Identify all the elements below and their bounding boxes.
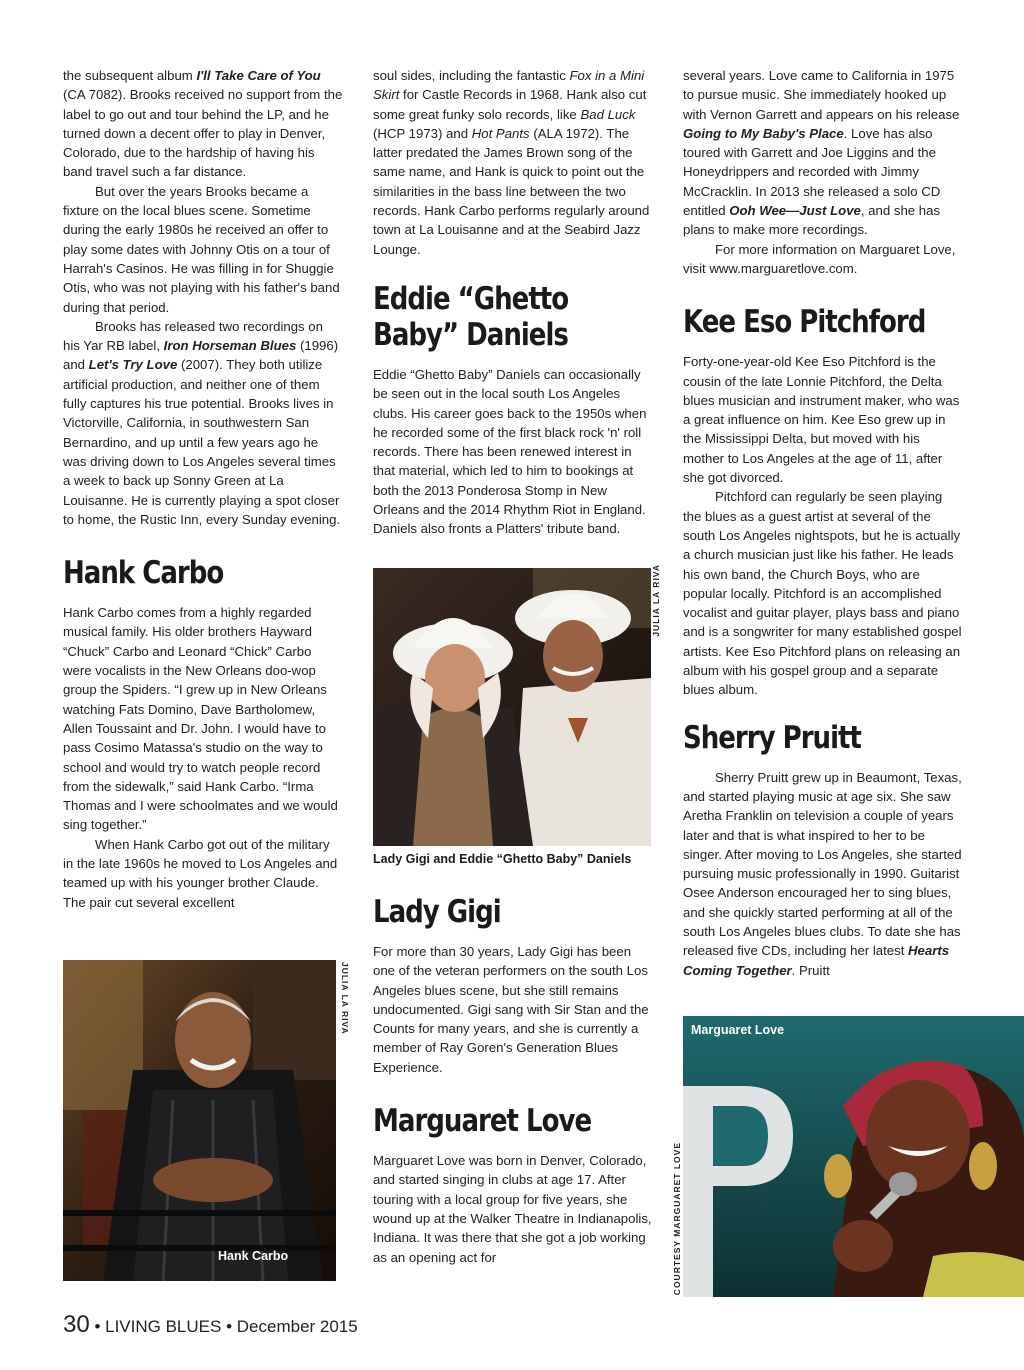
article-paragraph: several years. Love came to California in 1975 to pursue music. She immediately hooked up with Vernon Garrett and appears on his release Going to My Baby's Place. Love has also toured with Garrett and Joe Liggins and the Honeydrippers and recorded with Jimmy McCracklin. In 2013 she released a solo CD entitled Ooh Wee—Just Love, and she has plans to make more recordings. [683,68,960,238]
article-paragraph: Sherry Pruitt grew up in Beaumont, Texas, and started playing music at age six. She saw Aretha Franklin on television a couple of years later and that is what inspired to her to be singer. After moving to Los Angeles, she started pursuing music professionally in 1990. Guitarist Osee Anderson encouraged her to sing blues, and she quickly started performing at all of the south Los Angeles blues clubs. To date she has released five CDs, including her latest Hearts Coming Together. Pruitt [683,769,962,978]
article-paragraph: When Hank Carbo got out of the military in the late 1960s he moved to Los Angeles and teamed up with his younger brother Claude. The pair cut several excellent [63,836,338,910]
album-title: Iron Horseman Blues [163,338,297,354]
column-2-lower [373,886,653,1267]
album-title: I'll Take Care of You [196,68,321,83]
record-title: Bad Luck [580,106,636,122]
page-number: 30 [63,1311,90,1338]
footer-separator: • [226,1317,233,1336]
article-paragraph: the subsequent album I'll Take Care of You (CA 7082). Brooks received no support from the label to go out and tour behind the LP, and he turned down a decent offer to play in Denver, Colorado, due to the hardship of having his band travel such a far distance. [63,68,343,180]
section-heading-kee-eso-pitchford: Kee Eso Pitchford [683,304,926,341]
photo-hank-carbo [63,960,336,1281]
album-title: Ooh Wee—Just Love [729,203,861,219]
footer-separator: • [94,1317,101,1336]
column-3 [683,66,963,980]
article-paragraph: Brooks has released two recordings on his Yar RB label, Iron Horseman Blues (1996) and Let's Try Love (2007). They both utilize artificial production, and neither one of them fully captures his true potential. Brooks lives in Victorville, California, in southwestern San Bernardino, and up until a few years ago he was driving down to Los Angeles several times a week to back up Sonny Green at La Louisanne. He is currently playing a spot closer to home, the Rustic Inn, every Sunday evening. [63,318,341,527]
article-paragraph: Pitchford can regularly be seen playing the blues as a guest artist at several of the south Los Angeles nightspots, but he is actually a church musician just like his father. He leads his own band, the Church Boys, who are popular locally. Pitchford is an accomplished vocalist and guitar player, plays bass and piano and is a songwriter for many established gospel artists. Kee Eso Pitchford plans on releasing an album with his gospel group and a separate blues album. [683,489,962,698]
photo-caption: Hank Carbo [218,1249,289,1263]
photo-caption: Lady Gigi and Eddie “Ghetto Baby” Daniels [373,852,632,866]
caption-block [373,850,651,868]
article-paragraph: For more than 30 years, Lady Gigi has been one of the veteran performers on the south Los Angeles blues scene, but she still remains undocumented. Gigi sang with Sir Stan and the Counts for many years, and she is currently a member of Ray Goren's Generation Blues Experience. [373,944,649,1075]
article-paragraph: Hank Carbo comes from a highly regarded musical family. His older brothers Hayward “Chuck” Carbo and Leonard “Chick” Carbo were vocalists in the New Orleans doo-wop group the Spiders. “I grew up in New Orleans watching Fats Domino, Dave Bartholomew, Allen Toussaint and Dr. John. I would have to pass Cosimo Matassa's studio on the way to school and would try to watch people record from the sidewalk,” said Hank Carbo. “Irma Thomas and I were schoolmates and we would sing together.” [63,605,338,833]
issue-date: December 2015 [236,1317,358,1336]
album-title: Going to My Baby's Place [683,125,844,141]
marguaret-love-image [683,1016,1024,1297]
album-title: Hearts Coming Together [683,943,950,978]
page-footer [63,1311,358,1339]
article-paragraph: For more information on Marguaret Love, visit www.marguaretlove.com. [683,241,956,276]
section-heading-eddie-daniels: Eddie “Ghetto Baby” Daniels [373,280,569,353]
photo-credit: JULIA LA RIVA [651,564,661,637]
photo-caption: Marguaret Love [691,1023,785,1037]
photo-marguaret-love [683,1016,1024,1297]
article-paragraph: Forty-one-year-old Kee Eso Pitchford is the cousin of the late Lonnie Pitchford, the Delta blues musician and instrument maker, who was a great influence on him. Kee Eso grew up in the Mississippi Delta, but moved with his mother to Los Angeles at the age of 11, after she got divorced. [683,354,960,486]
column-2 [373,66,653,539]
hank-carbo-image [63,960,336,1281]
album-title: Let's Try Love [88,357,178,373]
section-heading-hank-carbo: Hank Carbo [63,555,224,592]
article-paragraph: Eddie “Ghetto Baby” Daniels can occasionally be seen out in the local south Los Angeles clubs. His career goes back to the 1950s when he recorded some of the first black rock 'n' roll records. There has been renewed interest in that material, which led to him to bookings at both the 2013 Ponderosa Stomp in New Orleans and the 2014 Rhythm Riot in England. Daniels also fronts a Platters' tribute band. [373,366,647,537]
gigi-daniels-image [373,568,651,846]
article-paragraph: soul sides, including the fantastic Fox in a Mini Skirt for Castle Records in 1968. Hank also cut some great funky solo records, like Bad Luck (HCP 1973) and Hot Pants (ALA 1972). The latter predated the James Brown song of the same name, and Hank is quick to point out the similarities in the bass line between the two records. Hank Carbo performs regularly around town at La Louisanne and at the Seabird Jazz Lounge. [373,68,650,257]
photo-credit: COURTESY MARGUARET LOVE [672,1142,682,1296]
article-paragraph: But over the years Brooks became a fixture on the local blues scene. Sometime during the early 1980s he received an offer to play some dates with Johnny Otis on a tour of Harrah's Casinos. He was filling in for Shuggie Otis, who was not playing with his father's band during that period. [63,183,340,315]
photo-lady-gigi-eddie-daniels [373,568,651,846]
section-heading-sherry-pruitt: Sherry Pruitt [683,719,861,756]
magazine-name: LIVING BLUES [105,1317,222,1336]
record-title: Hot Pants [471,125,530,141]
article-paragraph: Marguaret Love was born in Denver, Colorado, and started singing in clubs at age 17. After touring with a local group for five years, she wound up at the Walker Theatre in Indianapolis, Indiana. It was there that she got a job working as an opening act for [373,1153,652,1265]
photo-credit: JULIA LA RIVA [340,962,350,1035]
section-heading-marguaret-love: Marguaret Love [373,1103,592,1140]
column-1 [63,66,343,912]
record-title: Fox in a Mini Skirt [373,68,645,103]
section-heading-lady-gigi: Lady Gigi [373,894,501,930]
